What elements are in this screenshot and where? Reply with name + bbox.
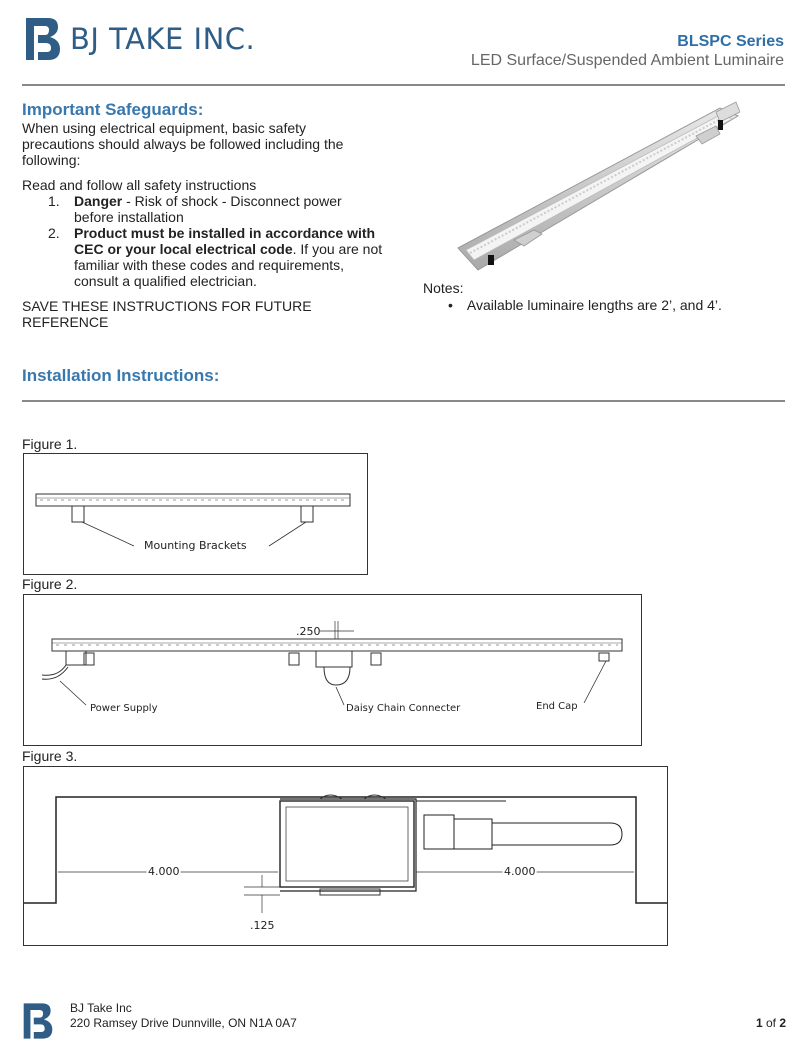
- luminaire-render: [444, 100, 740, 280]
- page-current: 1: [755, 1016, 763, 1030]
- figure-3-drawing: [24, 767, 667, 945]
- header-divider: [22, 84, 785, 86]
- installation-divider: [22, 400, 785, 402]
- bullet-icon: •: [448, 297, 453, 313]
- safeguard-text: . If you are not familiar with these codes and requirements, consult a qualified electrician.: [74, 241, 383, 289]
- figure-2-drawing: [24, 595, 641, 745]
- safeguards-intro: When using electrical equipment, basic safety precautions should always be followed including the following:: [22, 120, 344, 168]
- save-instructions: SAVE THESE INSTRUCTIONS FOR FUTURE REFERENCE: [22, 298, 312, 330]
- footer-logo-icon: [22, 999, 54, 1043]
- figure-2: [23, 594, 642, 746]
- notes-label: Notes:: [423, 280, 464, 296]
- figure-2-daisy-chain: Daisy Chain Connecter: [346, 703, 461, 714]
- safeguard-num: 1.: [48, 193, 60, 209]
- product-image: [444, 100, 740, 280]
- notes-text: Available luminaire lengths are 2’, and 4’.: [466, 297, 722, 313]
- footer-logo: [22, 999, 54, 1048]
- page-sep: of: [762, 1016, 780, 1030]
- footer-company: BJ Take Inc: [70, 1001, 132, 1015]
- notes-item: [448, 297, 722, 313]
- figure-1-callout: Mounting Brackets: [144, 539, 247, 552]
- figure-3-dim-left: 4.000: [148, 865, 180, 878]
- safeguard-text: - Risk of shock - Disconnect power before installation: [74, 193, 342, 225]
- figure-1: [23, 453, 368, 575]
- figure-2-dim: .250: [296, 625, 321, 638]
- safeguards-title: Important Safeguards:: [22, 100, 204, 119]
- safeguard-bold: Danger: [74, 193, 123, 209]
- figure-2-label: Figure 2.: [22, 576, 78, 592]
- figure-3-dim-right: 4.000: [504, 865, 536, 878]
- figure-2-end-cap: End Cap: [536, 701, 578, 712]
- figure-2-power-supply: Power Supply: [90, 703, 158, 714]
- brand-logo-icon: [24, 16, 62, 62]
- figure-3-label: Figure 3.: [22, 748, 78, 764]
- safeguard-item-1: [48, 193, 383, 225]
- figure-1-drawing: [24, 454, 367, 574]
- safeguard-item-2: [48, 225, 383, 289]
- series-subtitle: LED Surface/Suspended Ambient Luminaire: [470, 52, 784, 69]
- safeguard-num: 2.: [48, 225, 60, 241]
- brand-name: BJ TAKE INC.: [70, 22, 256, 56]
- page-total: 2: [779, 1016, 786, 1030]
- footer-address: 220 Ramsey Drive Dunnville, ON N1A 0A7: [70, 1016, 297, 1030]
- series-title: BLSPC Series: [677, 33, 784, 50]
- safeguard-bold: Product must be installed in accordance with CEC or your local electrical code: [74, 225, 376, 257]
- figure-3: [23, 766, 668, 946]
- brand-logo: [24, 16, 62, 67]
- figure-1-label: Figure 1.: [22, 436, 78, 452]
- safeguards-read: Read and follow all safety instructions: [22, 177, 257, 193]
- page-number: [756, 1016, 786, 1030]
- figure-3-dim-small: .125: [250, 919, 275, 932]
- installation-title: Installation Instructions:: [22, 366, 220, 385]
